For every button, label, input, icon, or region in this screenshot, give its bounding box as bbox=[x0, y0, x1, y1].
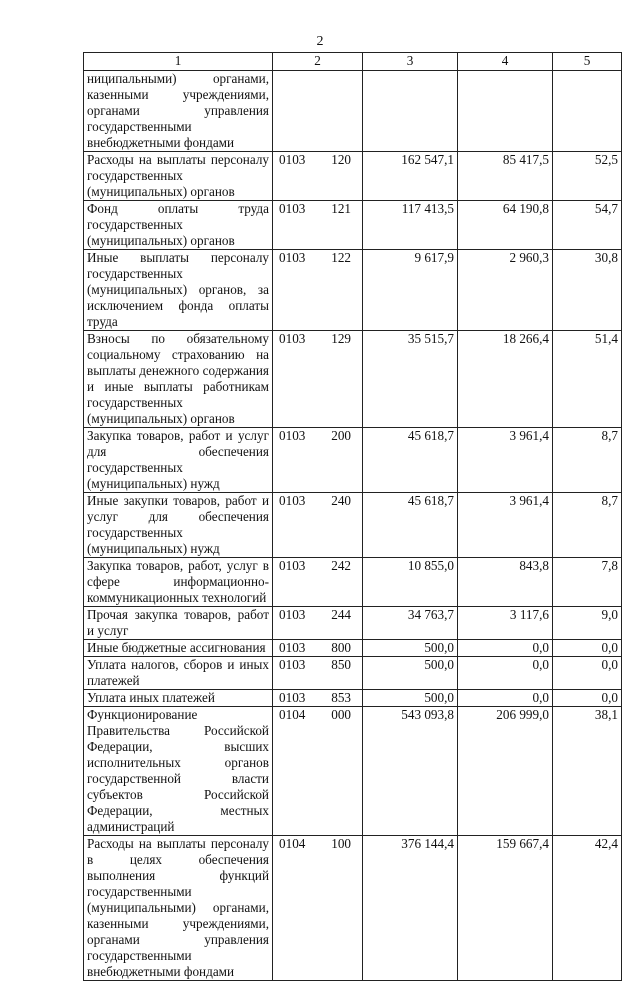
row-section-code: 0103 bbox=[279, 657, 306, 672]
row-value-col3: 162 547,1 bbox=[363, 152, 458, 201]
row-code-cell bbox=[273, 250, 363, 331]
page-number: 2 bbox=[316, 34, 324, 49]
row-value-col4: 3 961,4 bbox=[458, 493, 553, 558]
row-expense-code: 100 bbox=[331, 836, 351, 851]
row-section-code: 0103 bbox=[279, 250, 306, 265]
row-section-code: 0103 bbox=[279, 331, 306, 346]
row-value-col4: 0,0 bbox=[458, 657, 553, 690]
row-name: Иные закупки товаров, работ и услуг для обеспечения государственных (муниципальных) нужд bbox=[84, 493, 273, 558]
column-header-4: 4 bbox=[458, 53, 553, 71]
table-row bbox=[84, 690, 622, 707]
row-name: Расходы на выплаты персоналу в целях обеспечения выполнения функций государственными (муниципальными) органами, казенными учреждениями, органами управления государственными внебюджетными фондами bbox=[84, 836, 273, 981]
row-value-col5: 0,0 bbox=[553, 640, 622, 657]
row-value-col5: 30,8 bbox=[553, 250, 622, 331]
row-value-col4: 206 999,0 bbox=[458, 707, 553, 836]
row-value-col5: 51,4 bbox=[553, 331, 622, 428]
row-code-cell bbox=[273, 428, 363, 493]
row-value-col5: 7,8 bbox=[553, 558, 622, 607]
row-value-col3: 10 855,0 bbox=[363, 558, 458, 607]
row-name: Расходы на выплаты персоналу государственных (муниципальных) органов bbox=[84, 152, 273, 201]
row-value-col5: 52,5 bbox=[553, 152, 622, 201]
row-value-col3: 35 515,7 bbox=[363, 331, 458, 428]
row-value-col4: 159 667,4 bbox=[458, 836, 553, 981]
row-value-col3: 34 763,7 bbox=[363, 607, 458, 640]
row-value-col4: 85 417,5 bbox=[458, 152, 553, 201]
table-row bbox=[84, 428, 622, 493]
table-row bbox=[84, 836, 622, 981]
row-name: Уплата иных платежей bbox=[84, 690, 273, 707]
column-header-2: 2 bbox=[273, 53, 363, 71]
row-value-col5: 0,0 bbox=[553, 690, 622, 707]
row-value-col3 bbox=[363, 71, 458, 152]
row-value-col5: 8,7 bbox=[553, 428, 622, 493]
row-value-col4: 64 190,8 bbox=[458, 201, 553, 250]
budget-table bbox=[83, 52, 622, 981]
row-value-col3: 500,0 bbox=[363, 690, 458, 707]
table-row bbox=[84, 707, 622, 836]
row-code-cell bbox=[273, 331, 363, 428]
row-section-code: 0103 bbox=[279, 558, 306, 573]
column-header-5: 5 bbox=[553, 53, 622, 71]
row-code-cell bbox=[273, 707, 363, 836]
table-row bbox=[84, 71, 622, 152]
row-section-code: 0103 bbox=[279, 607, 306, 622]
row-code-cell bbox=[273, 71, 363, 152]
row-expense-code: 122 bbox=[331, 250, 351, 265]
row-value-col3: 500,0 bbox=[363, 657, 458, 690]
table-row bbox=[84, 558, 622, 607]
row-section-code: 0103 bbox=[279, 152, 306, 167]
row-value-col3: 500,0 bbox=[363, 640, 458, 657]
row-code-cell bbox=[273, 558, 363, 607]
column-header-3: 3 bbox=[363, 53, 458, 71]
row-value-col5: 54,7 bbox=[553, 201, 622, 250]
row-section-code: 0103 bbox=[279, 690, 306, 705]
row-value-col4 bbox=[458, 71, 553, 152]
row-code-cell bbox=[273, 690, 363, 707]
row-section-code: 0104 bbox=[279, 707, 306, 722]
row-value-col4: 843,8 bbox=[458, 558, 553, 607]
row-value-col4: 18 266,4 bbox=[458, 331, 553, 428]
table-header bbox=[84, 53, 622, 71]
row-name: Фонд оплаты труда государственных (муниципальных) органов bbox=[84, 201, 273, 250]
row-expense-code: 200 bbox=[331, 428, 351, 443]
row-name: Закупка товаров, работ, услуг в сфере информационно-коммуникационных технологий bbox=[84, 558, 273, 607]
row-code-cell bbox=[273, 152, 363, 201]
row-value-col3: 543 093,8 bbox=[363, 707, 458, 836]
row-section-code: 0103 bbox=[279, 640, 306, 655]
row-value-col5 bbox=[553, 71, 622, 152]
row-value-col3: 117 413,5 bbox=[363, 201, 458, 250]
row-section-code: 0103 bbox=[279, 201, 306, 216]
table-body bbox=[84, 71, 622, 981]
row-section-code: 0103 bbox=[279, 493, 306, 508]
row-expense-code: 240 bbox=[331, 493, 351, 508]
row-value-col4: 0,0 bbox=[458, 640, 553, 657]
row-name: ниципальными) органами, казенными учреждениями, органами управления государственными внебюджетными фондами bbox=[84, 71, 273, 152]
row-expense-code: 244 bbox=[331, 607, 351, 622]
row-code-cell bbox=[273, 201, 363, 250]
row-value-col3: 45 618,7 bbox=[363, 493, 458, 558]
table-row bbox=[84, 640, 622, 657]
row-value-col4: 3 117,6 bbox=[458, 607, 553, 640]
row-value-col5: 9,0 bbox=[553, 607, 622, 640]
row-expense-code: 000 bbox=[331, 707, 351, 722]
table-row bbox=[84, 152, 622, 201]
row-value-col5: 0,0 bbox=[553, 657, 622, 690]
row-value-col3: 376 144,4 bbox=[363, 836, 458, 981]
row-name: Иные бюджетные ассигнования bbox=[84, 640, 273, 657]
row-name: Прочая закупка товаров, работ и услуг bbox=[84, 607, 273, 640]
row-value-col3: 9 617,9 bbox=[363, 250, 458, 331]
row-value-col3: 45 618,7 bbox=[363, 428, 458, 493]
table-row bbox=[84, 493, 622, 558]
row-value-col5: 38,1 bbox=[553, 707, 622, 836]
row-expense-code: 120 bbox=[331, 152, 351, 167]
row-expense-code: 853 bbox=[331, 690, 351, 705]
row-name: Функционирование Правительства Российской Федерации, высших исполнительных органов государственной власти субъектов Российской Федерации, местных администраций bbox=[84, 707, 273, 836]
row-value-col5: 42,4 bbox=[553, 836, 622, 981]
header-row bbox=[84, 53, 622, 71]
row-code-cell bbox=[273, 607, 363, 640]
row-value-col4: 0,0 bbox=[458, 690, 553, 707]
row-name: Уплата налогов, сборов и иных платежей bbox=[84, 657, 273, 690]
table-row bbox=[84, 331, 622, 428]
row-code-cell bbox=[273, 640, 363, 657]
column-header-1: 1 bbox=[84, 53, 273, 71]
row-code-cell bbox=[273, 493, 363, 558]
row-value-col5: 8,7 bbox=[553, 493, 622, 558]
table-row bbox=[84, 201, 622, 250]
row-value-col4: 2 960,3 bbox=[458, 250, 553, 331]
row-expense-code: 850 bbox=[331, 657, 351, 672]
row-name: Взносы по обязательному социальному страхованию на выплаты денежного содержания и иные выплаты работникам государственных (муниципальных) органов bbox=[84, 331, 273, 428]
row-expense-code: 121 bbox=[331, 201, 351, 216]
row-code-cell bbox=[273, 657, 363, 690]
row-expense-code: 129 bbox=[331, 331, 351, 346]
row-section-code: 0104 bbox=[279, 836, 306, 851]
table-row bbox=[84, 657, 622, 690]
row-name: Закупка товаров, работ и услуг для обеспечения государственных (муниципальных) нужд bbox=[84, 428, 273, 493]
table-row bbox=[84, 250, 622, 331]
row-code-cell bbox=[273, 836, 363, 981]
row-section-code: 0103 bbox=[279, 428, 306, 443]
table-row bbox=[84, 607, 622, 640]
row-value-col4: 3 961,4 bbox=[458, 428, 553, 493]
row-expense-code: 242 bbox=[331, 558, 351, 573]
row-expense-code: 800 bbox=[331, 640, 351, 655]
row-name: Иные выплаты персоналу государственных (муниципальных) органов, за исключением фонда оплаты труда bbox=[84, 250, 273, 331]
